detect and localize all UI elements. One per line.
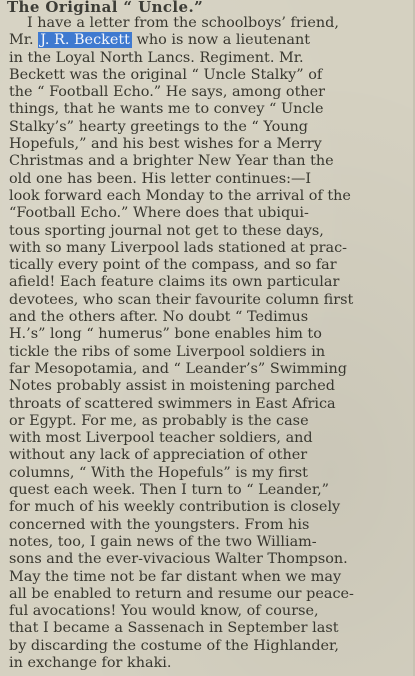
article-line: notes, too, I gain news of the two William- xyxy=(9,533,317,550)
line-suffix: who is now a lieutenant xyxy=(136,32,311,49)
article-line: with most Liverpool teacher soldiers, and xyxy=(9,430,313,447)
article-line: the “ Football Echo.” He says, among other xyxy=(9,84,326,101)
article-line: for much of his weekly contribution is closely xyxy=(9,499,341,516)
article-line: look forward each Monday to the arrival of the xyxy=(9,187,351,204)
article-line: far Mesopotamia, and “ Leander’s” Swimming xyxy=(9,360,348,377)
article-line: with so many Liverpool lads stationed at prac- xyxy=(9,239,348,256)
article-line: all be enabled to return and resume our peace- xyxy=(9,585,354,602)
line-prefix: Mr. xyxy=(9,32,34,49)
highlighted-name[interactable]: J. R. Beckett xyxy=(40,32,130,49)
article-line: quest each week. Then I turn to “ Leander,” xyxy=(9,482,330,499)
article-line: ful avocations! You would know, of course, xyxy=(9,603,319,620)
article-line: sons and the ever-vivacious Walter Thompson. xyxy=(9,551,348,568)
article-lines xyxy=(9,50,405,673)
article-line: and the others after. No doubt “ Tedimus xyxy=(9,309,309,326)
article-line: Notes probably assist in moistening parched xyxy=(9,378,335,395)
article-line: tically every point of the compass, and so far xyxy=(9,257,337,274)
article-line: H.’s” long “ humerus” bone enables him to xyxy=(9,326,322,343)
article-line: Hopefuls,” and his best wishes for a Merry xyxy=(9,136,322,153)
article-line: concerned with the youngsters. From his xyxy=(9,516,310,533)
article-line: columns, “ With the Hopefuls” is my first xyxy=(9,464,308,481)
article-line: tickle the ribs of some Liverpool soldiers in xyxy=(9,343,326,360)
article-line: I have a letter from the schoolboys’ friend, xyxy=(27,15,339,31)
article-line: throats of scattered swimmers in East Africa xyxy=(9,395,336,412)
article-line: in the Loyal North Lancs. Regiment. Mr. xyxy=(9,49,304,66)
article-line: that I became a Sassenach in September last xyxy=(9,620,339,637)
article-line: Christmas and a brighter New Year than the xyxy=(9,153,334,170)
article-line: in exchange for khaki. xyxy=(9,654,172,671)
article-line: or Egypt. For me, as probably is the case xyxy=(9,412,309,429)
next-line-fragment xyxy=(70,668,180,676)
article-line-with-highlight xyxy=(9,32,405,49)
article-line: May the time not be far distant when we may xyxy=(9,568,342,585)
article-line: things, that he wants me to convey “ Uncle xyxy=(9,101,324,118)
article-line: Beckett was the original “ Uncle Stalky” of xyxy=(9,66,323,83)
article-line: afield! Each feature claims its own particular xyxy=(9,274,340,291)
article-body xyxy=(9,15,405,672)
article-line: by discarding the costume of the Highlander, xyxy=(9,637,339,654)
article-line: old one has been. His letter continues:—I xyxy=(9,170,312,187)
article-line: devotees, who scan their favourite column first xyxy=(9,291,354,308)
article-line: without any lack of appreciation of other xyxy=(9,447,308,464)
article-line: Stalky’s” hearty greetings to the “ Young xyxy=(9,118,308,135)
article-line: “Football Echo.” Where does that ubiqui- xyxy=(9,205,309,222)
article-line: tous sporting journal not get to these days, xyxy=(9,222,324,239)
article-headline: The Original “ Uncle.” xyxy=(7,0,204,16)
